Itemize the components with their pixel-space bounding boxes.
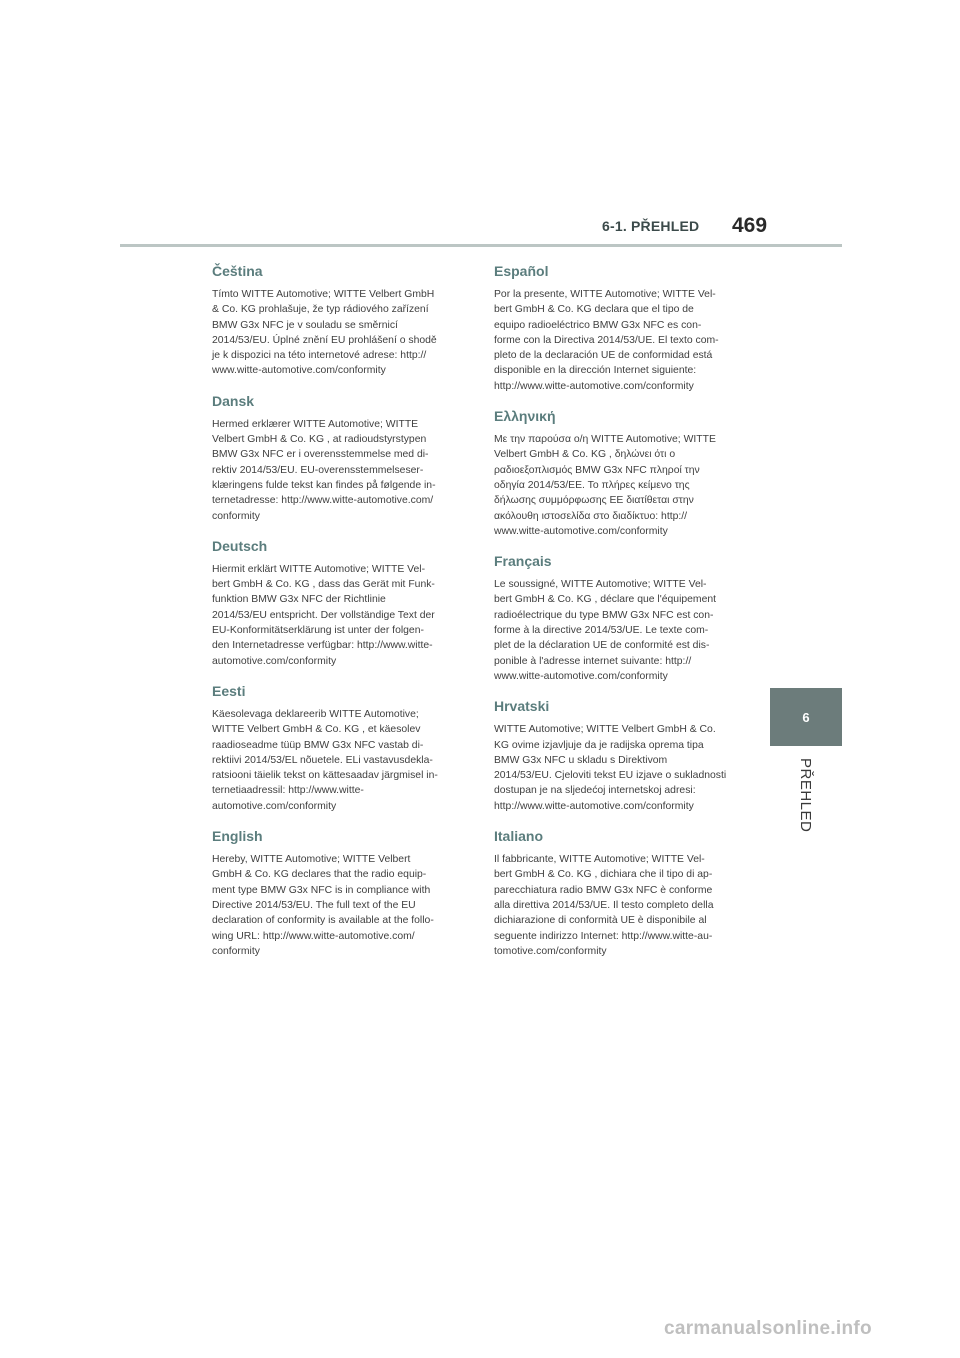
left-column	[212, 262, 464, 972]
lang-section-eesti	[212, 682, 464, 814]
lang-section-cestina	[212, 262, 464, 379]
lang-body: Hiermit erklärt WITTE Automotive; WITTE Vel- bert GmbH & Co. KG , dass das Gerät mit Funk- funktion BMW G3x NFC der Richtlinie 2014/53/EU entspricht. Der vollständige Text der EU-Konformitätserklärung ist unter der folgen- den Internetadresse verfügbar: http://www.witte- automotive.com/conformity	[212, 563, 435, 667]
lang-body: Il fabbricante, WITTE Automotive; WITTE Vel- bert GmbH & Co. KG , dichiara che il tipo di ap- parecchiatura radio BMW G3x NFC è conforme alla direttiva 2014/53/UE. Il testo completo della dichiarazione di conformità UE è disponibile al seguente indirizzo Internet: http://www.witte-au- tomotive.com/conformity	[494, 854, 714, 957]
lang-title: Eesti	[212, 682, 246, 699]
lang-body: Käesolevaga deklareerib WITTE Automotive; WITTE Velbert GmbH & Co. KG , et käesolev raadioseadme tüüp BMW G3x NFC vastab di- rektiivi 2014/53/EL nõuetele. ELi vastavusdekla- ratsiooni täielik tekst on kättesaadav järgmisel in- ternetiaadressil: http://www.witte- automotive.com/conformity	[212, 708, 438, 812]
chapter-side-label	[796, 758, 816, 848]
section-title: 6-1. PŘEHLED	[602, 218, 700, 234]
lang-body: Hermed erklærer WITTE Automotive; WITTE Velbert GmbH & Co. KG , at radioudstyrstypen BMW G3x NFC er i overensstemmelse med di- rektiv 2014/53/EU. EU-overensstemmelseser- klæringens fulde tekst kan findes på følgende in- ternetadresse: http://www.witte-automotive.com/ conformity	[212, 418, 436, 522]
lang-title: English	[212, 828, 263, 845]
lang-body: Tímto WITTE Automotive; WITTE Velbert GmbH & Co. KG prohlašuje, že typ rádiového zařízení BMW G3x NFC je v souladu se směrnicí 2014/53/EU. Úplné znění EU prohlášení o shodě je k dispozici na této internetové adrese: http:// www.witte-automotive.com/conformity	[212, 289, 437, 377]
lang-body: WITTE Automotive; WITTE Velbert GmbH & Co. KG ovime izjavljuje da je radijska oprema tipa BMW G3x NFC u skladu s Direktivom 2014/53/EU. Cjeloviti tekst EU izjave o sukladnosti dostupan je na sljedećoj internetskoj adresi: http://www.witte-automotive.com/conformity	[494, 724, 727, 812]
lang-body: Le soussigné, WITTE Automotive; WITTE Vel- bert GmbH & Co. KG , déclare que l'équipement radioélectrique du type BMW G3x NFC est con- forme à la directive 2014/53/UE. Le texte com- plet de la déclaration UE de conformité est dis- ponible à l'adresse internet suivante: http:// www.witte-automotive.com/conformity	[494, 579, 717, 682]
header-divider	[120, 244, 842, 247]
chapter-number: 6	[802, 709, 810, 725]
lang-title: Hrvatski	[494, 698, 550, 715]
lang-section-hrvatski	[494, 697, 746, 814]
chapter-tab	[770, 688, 842, 746]
chapter-label: PŘEHLED	[797, 758, 814, 833]
lang-section-ellinika	[494, 407, 746, 539]
lang-section-dansk	[212, 392, 464, 524]
lang-section-francais	[494, 552, 746, 684]
lang-section-espanol	[494, 262, 746, 394]
lang-title: Italiano	[494, 828, 544, 845]
right-column	[494, 262, 746, 972]
lang-title: Čeština	[212, 263, 263, 279]
lang-body: Por la presente, WITTE Automotive; WITTE Vel- bert GmbH & Co. KG declara que el tipo de equipo radioeléctrico BMW G3x NFC es con- forme con la Directiva 2014/53/UE. El texto com- pleto de la declaración UE de conformidad está disponible en la dirección Internet siguiente: http://www.witte-automotive.com/conformity	[494, 289, 719, 392]
lang-title: Español	[494, 263, 549, 279]
lang-section-english	[212, 827, 464, 959]
lang-section-italiano	[494, 827, 746, 959]
lang-title: Ελληνική	[494, 408, 556, 425]
lang-body: Με την παρούσα ο/η WITTE Automotive; WITTE Velbert GmbH & Co. KG , δηλώνει ότι ο ραδιοεξοπλισμός BMW G3x NFC πληροί την οδηγία 2014/53/ΕΕ. Το πλήρες κείμενο της δήλωσης συμμόρφωσης ΕΕ διατίθεται στην ακόλουθη ιστοσελίδα στο διαδίκτυο: http:// www.witte-automotive.com/conformity	[494, 434, 716, 537]
lang-section-deutsch	[212, 537, 464, 669]
lang-title: Dansk	[212, 392, 255, 409]
lang-title: Deutsch	[212, 537, 268, 554]
page-number: 469	[732, 214, 768, 237]
watermark: carmanualsonline.info	[664, 1318, 872, 1339]
lang-body: Hereby, WITTE Automotive; WITTE Velbert GmbH & Co. KG declares that the radio equip- ment type BMW G3x NFC is in compliance with Directive 2014/53/EU. The full text of the EU declaration of conformity is available at the follo- wing URL: http://www.witte-automotive.com/ conformity	[212, 854, 434, 957]
lang-title: Français	[494, 553, 552, 570]
